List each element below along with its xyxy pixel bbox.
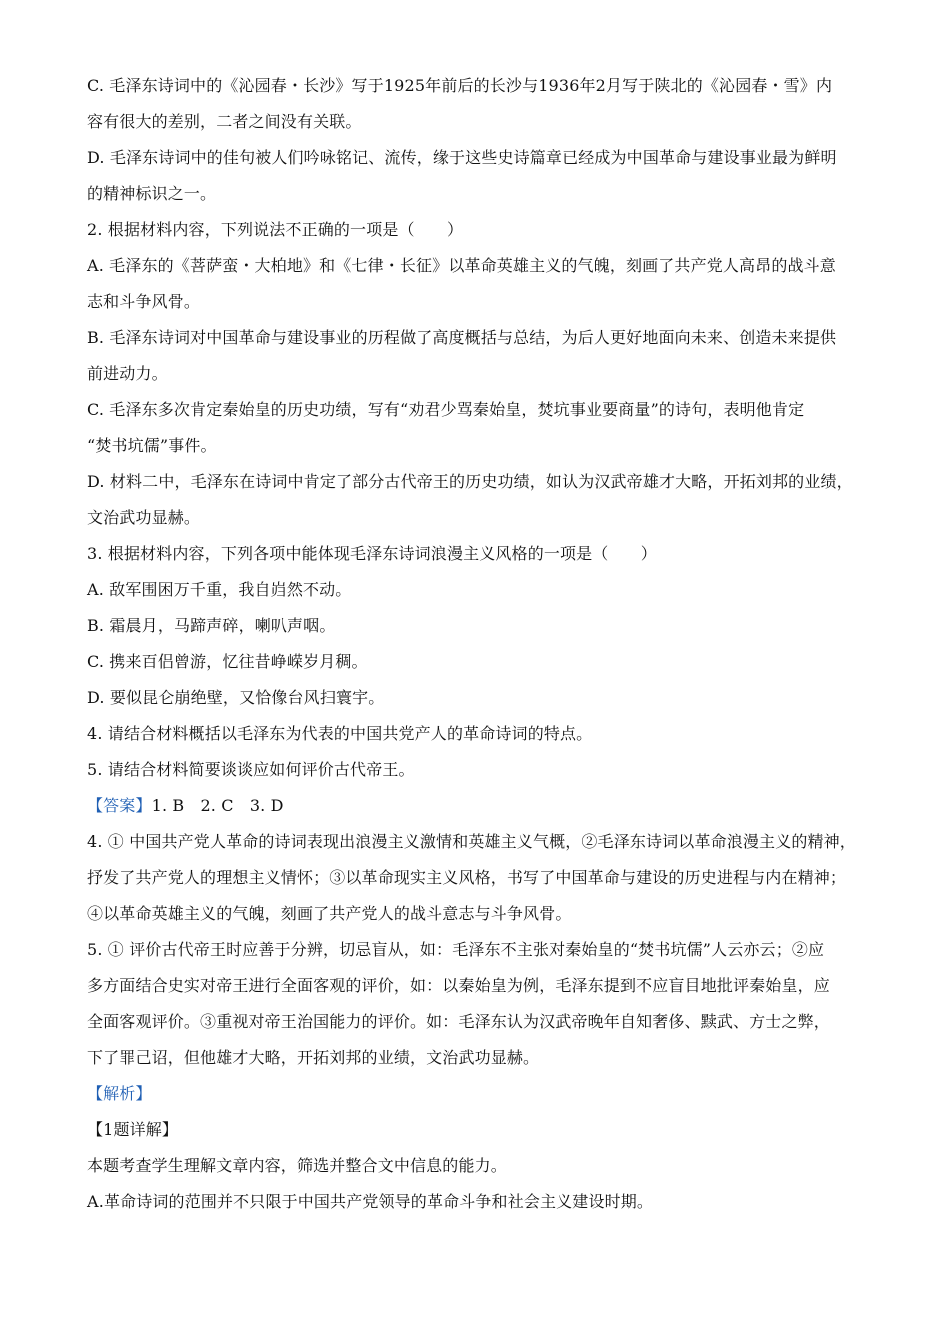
option-a: A. 毛泽东的《菩萨蛮・大柏地》和《七律・长征》以革命英雄主义的气魄，刻画了共产党人高昂的战斗意: [87, 256, 836, 275]
text-line: “焚书坑儒”事件。: [87, 436, 217, 455]
option-a: A. 敌军围困万千重，我自岿然不动。: [87, 580, 352, 599]
text-line: D. 毛泽东诗词中的佳句被人们吟咏铭记、流传，缘于这些史诗篇章已经成为中国革命与建设事业最为鲜明: [87, 148, 837, 167]
text-line: 容有很大的差别，二者之间没有关联。: [87, 112, 362, 131]
answer-text-line: 抒发了共产党人的理想主义情怀；③以革命现实主义风格，书写了中国革命与建设的历史进程与内在精神；: [87, 868, 847, 887]
question-3: 3. 根据材料内容，下列各项中能体现毛泽东诗词浪漫主义风格的一项是（ ）: [87, 544, 657, 563]
question-2: 2. 根据材料内容，下列说法不正确的一项是（ ）: [87, 220, 464, 239]
option-c: C. 毛泽东多次肯定秦始皇的历史功绩，写有“劝君少骂秦始皇，焚坑事业要商量”的诗句，表明他肯定: [87, 400, 805, 419]
text-line: 前进动力。: [87, 364, 168, 383]
answer-text-line: ④以革命英雄主义的气魄，刻画了共产党人的战斗意志与斗争风骨。: [87, 904, 572, 923]
question-5: 5. 请结合材料简要谈谈应如何评价古代帝王。: [87, 760, 415, 779]
text-line: 文治武功显赫。: [87, 508, 201, 527]
answer-tag: 【答案】: [87, 796, 152, 815]
option-b: B. 霜晨月，马蹄声碎，喇叭声咽。: [87, 616, 336, 635]
answer-text-line: 下了罪己诏，但他雄才大略，开拓刘邦的业绩，文治武功显赫。: [87, 1048, 540, 1067]
question-4: 4. 请结合材料概括以毛泽东为代表的中国共党产人的革命诗词的特点。: [87, 724, 593, 743]
text-line: 志和斗争风骨。: [87, 292, 201, 311]
option-d: D. 材料二中，毛泽东在诗词中肯定了部分古代帝王的历史功绩，如认为汉武帝雄才大略，开拓刘邦的业绩，: [87, 472, 853, 491]
analysis-tag: 【解析】: [87, 1084, 152, 1103]
option-c: C. 携来百侣曾游，忆往昔峥嵘岁月稠。: [87, 652, 368, 671]
answer-values: 1. B 2. C 3. D: [151, 796, 284, 815]
option-b: B. 毛泽东诗词对中国革命与建设事业的历程做了高度概括与总结，为后人更好地面向未来、创造未来提供: [87, 328, 837, 347]
answer-text-line: 5. ① 评价古代帝王时应善于分辨，切忌盲从，如：毛泽东不主张对秦始皇的“焚书坑儒”人云亦云；②应: [87, 940, 825, 959]
option-d: D. 要似昆仑崩绝壁，又恰像台风扫寰宇。: [87, 688, 385, 707]
answer-line: [87, 788, 877, 824]
detail-text-line: 本题考查学生理解文章内容，筛选并整合文中信息的能力。: [87, 1156, 507, 1175]
answer-text-line: 4. ① 中国共产党人革命的诗词表现出浪漫主义激情和英雄主义气概，②毛泽东诗词以革命浪漫主义的精神，: [87, 832, 856, 851]
text-line: C. 毛泽东诗词中的《沁园春・长沙》写于1925年前后的长沙与1936年2月写于陕北的《沁园春・雪》内: [87, 76, 833, 95]
document-page: [87, 68, 877, 1220]
detail-heading: 【1题详解】: [87, 1120, 179, 1139]
answer-text-line: 全面客观评价。③重视对帝王治国能力的评价。如：毛泽东认为汉武帝晚年自知奢侈、黩武、方士之弊，: [87, 1012, 830, 1031]
detail-text-line: A.革命诗词的范围并不只限于中国共产党领导的革命斗争和社会主义建设时期。: [87, 1192, 654, 1211]
answer-text-line: 多方面结合史实对帝王进行全面客观的评价，如：以秦始皇为例，毛泽东提到不应盲目地批评秦始皇，应: [87, 976, 830, 995]
text-line: 的精神标识之一。: [87, 184, 217, 203]
analysis-heading: [87, 1076, 877, 1112]
